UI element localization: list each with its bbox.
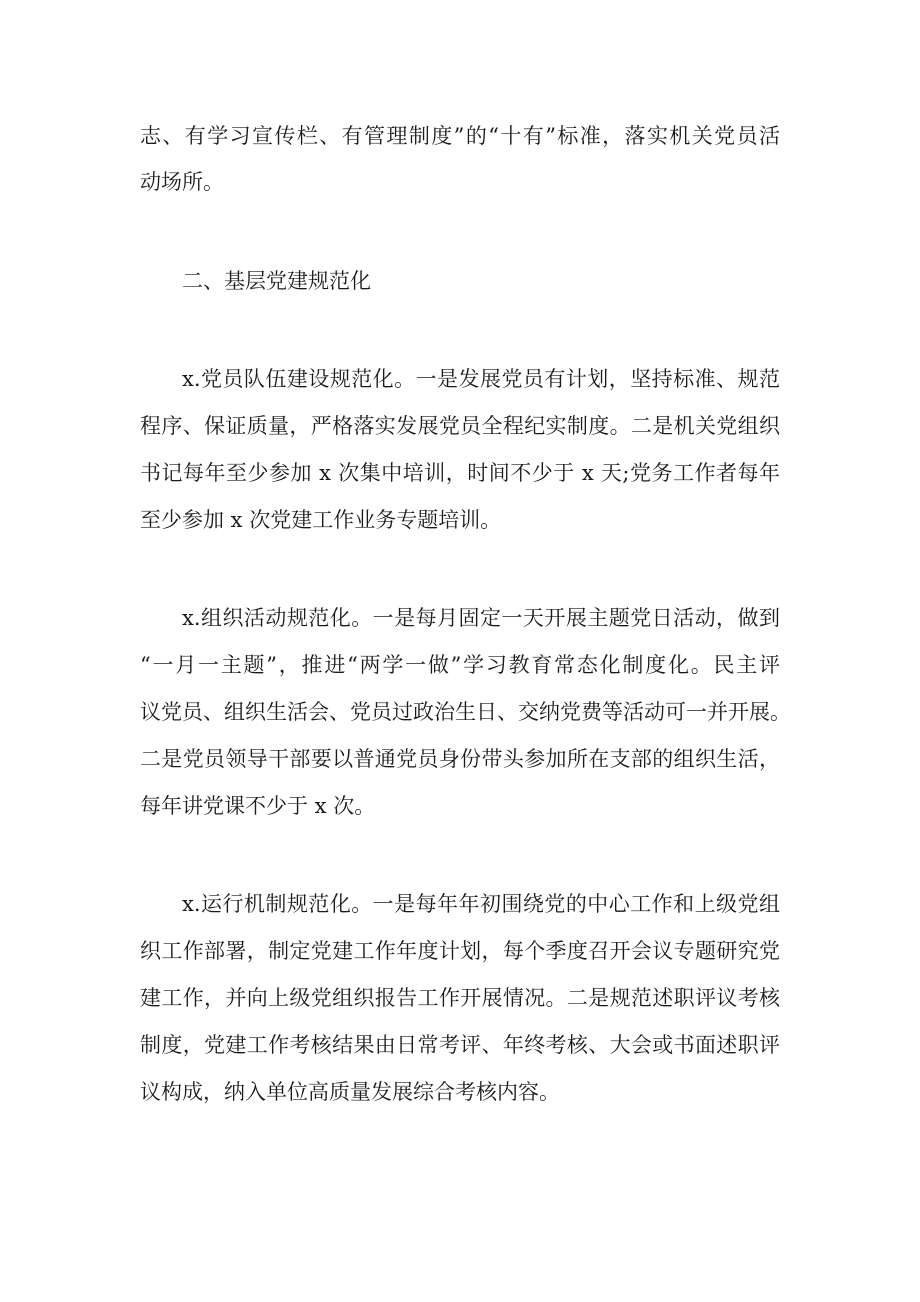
intro-line-2: 动场所。 bbox=[140, 170, 224, 194]
intro-line-1: 志、有学习宣传栏、有管理制度”的“十有”标准，落实机关党员活 bbox=[140, 124, 780, 148]
para3-line-1: x.运行机制规范化。一是每年年初围绕党的中心工作和上级党组 bbox=[182, 892, 780, 916]
para2-line-4: 二是党员领导干部要以普通党员身份带头参加所在支部的组织生活， bbox=[140, 747, 780, 771]
para3-line-2: 织工作部署，制定党建工作年度计划，每个季度召开会议专题研究党 bbox=[140, 939, 780, 963]
para3-line-5: 议构成，纳入单位高质量发展综合考核内容。 bbox=[140, 1080, 560, 1104]
para2-line-2: “一月一主题”，推进“两学一做”学习教育常态化制度化。民主评 bbox=[140, 653, 780, 677]
para1-line-1: x.党员队伍建设规范化。一是发展党员有计划，坚持标准、规范 bbox=[182, 367, 780, 391]
para1-line-2: 程序、保证质量，严格落实发展党员全程纪实制度。二是机关党组织 bbox=[140, 414, 780, 438]
para2-line-5: 每年讲党课不少于 x 次。 bbox=[140, 794, 376, 818]
para2-line-3: 议党员、组织生活会、党员过政治生日、交纳党费等活动可一并开展。 bbox=[140, 700, 791, 724]
section-heading: 二、基层党建规范化 bbox=[182, 269, 371, 293]
para2-line-1: x.组织活动规范化。一是每月固定一天开展主题党日活动，做到 bbox=[182, 606, 780, 630]
para1-line-4: 至少参加 x 次党建工作业务专题培训。 bbox=[140, 508, 502, 532]
para1-line-3: 书记每年至少参加 x 次集中培训，时间不少于 x 天;党务工作者每年 bbox=[140, 461, 780, 485]
para3-line-3: 建工作，并向上级党组织报告工作开展情况。二是规范述职评议考核 bbox=[140, 986, 780, 1010]
para3-line-4: 制度，党建工作考核结果由日常考评、年终考核、大会或书面述职评 bbox=[140, 1033, 780, 1057]
